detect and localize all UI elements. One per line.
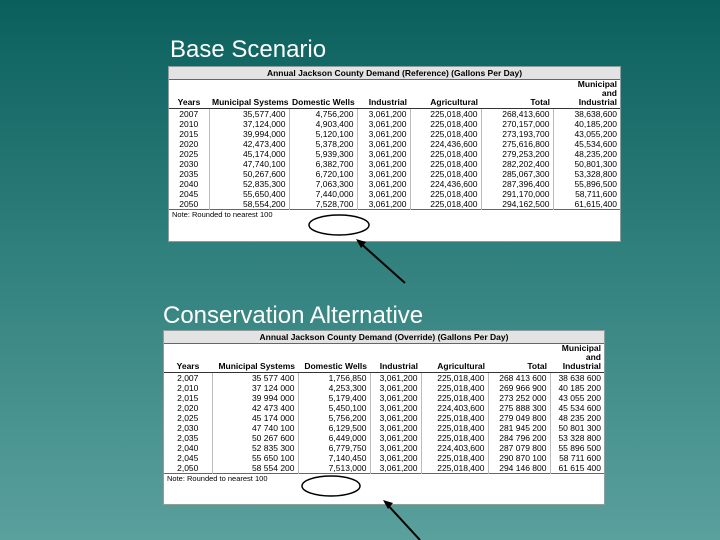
cell-agricultural: 225,018,400 (410, 169, 481, 179)
col-header-domestic: Domestic Wells (289, 98, 357, 109)
table-row (169, 139, 620, 149)
col-header-agricultural: Agricultural (421, 362, 488, 373)
cell-industrial: 3,061,200 (357, 179, 410, 189)
cell-municipal: 55,650,400 (209, 189, 289, 199)
cell-total: 294,162,500 (481, 199, 553, 210)
cell-industrial: 3,061,200 (357, 159, 410, 169)
cell-municipal: 55 650 100 (212, 453, 298, 463)
cell-year: 2,035 (164, 433, 212, 443)
cell-mi: 61 615 400 (558, 463, 601, 473)
cell-total: 269 966 900 (488, 383, 550, 393)
cell-municipal: 39 994 000 (212, 393, 298, 403)
cell-agricultural: 224,436,600 (410, 139, 481, 149)
col-header-total: Total (481, 98, 553, 109)
cell-industrial: 3,061,200 (370, 433, 421, 443)
cell-mi: 55,896,500 (574, 179, 617, 189)
cell-agricultural: 225,018,400 (410, 129, 481, 139)
cell-domestic: 5,378,200 (289, 139, 357, 149)
col-header-years: Years (164, 362, 212, 373)
cell-municipal: 45,174,000 (209, 149, 289, 159)
cell-municipal: 37,124,000 (209, 119, 289, 129)
cell-total: 279,253,200 (481, 149, 553, 159)
pointer-arrow-base (358, 241, 405, 283)
cell-industrial: 3,061,200 (370, 413, 421, 423)
cell-mi: 48,235,200 (574, 149, 617, 159)
cell-domestic: 4,756,200 (289, 109, 357, 120)
cell-municipal: 52 835 300 (212, 443, 298, 453)
table-body (169, 109, 620, 210)
cell-year: 2010 (169, 119, 209, 129)
cell-domestic: 7,513,000 (298, 463, 370, 474)
cell-domestic: 5,939,300 (289, 149, 357, 159)
cell-year: 2050 (169, 199, 209, 210)
table-row (164, 463, 604, 474)
cell-mi: 45 534 600 (558, 403, 601, 413)
base-demand-table (168, 66, 621, 242)
col-header-municipal: Municipal Systems (212, 362, 298, 373)
cell-year: 2,040 (164, 443, 212, 453)
cell-year: 2025 (169, 149, 209, 159)
cell-agricultural: 225,018,400 (410, 149, 481, 159)
col-header-municipal: Municipal Systems (209, 98, 289, 109)
table-row (164, 413, 604, 423)
cell-domestic: 4,253,300 (298, 383, 370, 393)
cell-domestic: 5,120,100 (289, 129, 357, 139)
table-row (169, 189, 620, 199)
cell-municipal: 58 554 200 (212, 463, 298, 474)
col-header-industrial: Industrial (357, 98, 410, 109)
base-scenario-title: Base Scenario (170, 36, 327, 63)
table-row (164, 423, 604, 433)
table-row (169, 159, 620, 169)
cell-year: 2015 (169, 129, 209, 139)
cell-year: 2007 (169, 109, 209, 120)
cell-agricultural: 224,436,600 (410, 179, 481, 189)
table-row (169, 179, 620, 189)
cell-domestic: 6,779,750 (298, 443, 370, 453)
cell-agricultural: 225,018,400 (421, 453, 488, 463)
cell-year: 2,050 (164, 463, 212, 474)
cell-year: 2,010 (164, 383, 212, 393)
cell-domestic: 6,449,000 (298, 433, 370, 443)
alt-table (164, 331, 604, 484)
cell-industrial: 3,061,200 (370, 443, 421, 453)
cell-total: 290 870 100 (488, 453, 550, 463)
cell-total: 294 146 800 (488, 463, 550, 474)
cell-municipal: 42 473 400 (212, 403, 298, 413)
table-row (164, 433, 604, 443)
cell-municipal: 35 577 400 (212, 373, 298, 384)
table-body (164, 373, 604, 474)
cell-mi: 55 896 500 (558, 443, 601, 453)
cell-domestic: 7,528,700 (289, 199, 357, 210)
cell-year: 2,025 (164, 413, 212, 423)
cell-industrial: 3,061,200 (357, 149, 410, 159)
cell-domestic: 6,382,700 (289, 159, 357, 169)
col-header-mi-line3: Industrial (550, 362, 604, 373)
table-row (169, 169, 620, 179)
cell-agricultural: 225,018,400 (410, 119, 481, 129)
cell-year: 2,045 (164, 453, 212, 463)
table-row (164, 443, 604, 453)
cell-industrial: 3,061,200 (370, 403, 421, 413)
cell-total: 284 796 200 (488, 433, 550, 443)
cell-agricultural: 225,018,400 (421, 463, 488, 474)
cell-municipal: 39,994,000 (209, 129, 289, 139)
cell-agricultural: 225,018,400 (410, 189, 481, 199)
cell-mi: 48 235 200 (558, 413, 601, 423)
cell-industrial: 3,061,200 (357, 189, 410, 199)
cell-domestic: 7,140,450 (298, 453, 370, 463)
cell-total: 291,170,000 (481, 189, 553, 199)
table-caption: Annual Jackson County Demand (Reference) (Gallons Per Day) (169, 67, 620, 80)
cell-industrial: 3,061,200 (370, 383, 421, 393)
cell-year: 2040 (169, 179, 209, 189)
cell-agricultural: 225,018,400 (410, 159, 481, 169)
table-row (164, 373, 604, 384)
col-header-domestic: Domestic Wells (298, 362, 370, 373)
col-header-years: Years (169, 98, 209, 109)
col-header-mi-line1: Municipal (577, 79, 617, 89)
cell-mi: 50 801 300 (558, 423, 601, 433)
cell-mi: 40 185 200 (558, 383, 601, 393)
cell-total: 279 049 800 (488, 413, 550, 423)
table-note: Note: Rounded to nearest 100 (169, 210, 620, 221)
cell-domestic: 6,720,100 (289, 169, 357, 179)
cell-mi: 58 711 600 (559, 453, 601, 463)
cell-industrial: 3,061,200 (357, 109, 410, 120)
cell-agricultural: 225,018,400 (410, 109, 481, 120)
cell-industrial: 3,061,200 (357, 169, 410, 179)
cell-year: 2,007 (164, 373, 212, 384)
table-note: Note: Rounded to nearest 100 (164, 474, 604, 485)
cell-industrial: 3,061,200 (370, 393, 421, 403)
base-table (169, 67, 620, 220)
cell-mi: 53 328 800 (558, 433, 601, 443)
cell-total: 282,202,400 (481, 159, 553, 169)
cell-agricultural: 225,018,400 (421, 373, 488, 384)
cell-domestic: 7,063,300 (289, 179, 357, 189)
cell-total: 273 252 000 (488, 393, 550, 403)
cell-agricultural: 224,403,600 (421, 443, 488, 453)
cell-industrial: 3,061,200 (370, 463, 421, 474)
cell-municipal: 42,473,400 (209, 139, 289, 149)
table-row (164, 383, 604, 393)
alt-demand-table (163, 330, 605, 505)
col-header-mi-line1: Municipal (561, 343, 601, 353)
cell-total: 273,193,700 (481, 129, 553, 139)
cell-mi: 61,615,400 (574, 199, 617, 209)
table-row (164, 453, 604, 463)
col-header-total: Total (488, 362, 550, 373)
cell-year: 2035 (169, 169, 209, 179)
cell-total: 275,616,800 (481, 139, 553, 149)
table-row (164, 403, 604, 413)
pointer-arrow-alt (385, 502, 420, 540)
cell-year: 2045 (169, 189, 209, 199)
cell-agricultural: 225,018,400 (421, 383, 488, 393)
cell-agricultural: 225,018,400 (421, 413, 488, 423)
cell-total: 275 888 300 (488, 403, 550, 413)
cell-industrial: 3,061,200 (357, 139, 410, 149)
cell-mi: 38 638 600 (558, 373, 601, 383)
cell-agricultural: 225,018,400 (421, 433, 488, 443)
cell-year: 2030 (169, 159, 209, 169)
cell-domestic: 5,450,100 (298, 403, 370, 413)
cell-industrial: 3,061,200 (370, 423, 421, 433)
table-caption: Annual Jackson County Demand (Override) (Gallons Per Day) (164, 331, 604, 344)
cell-municipal: 58,554,200 (209, 199, 289, 210)
cell-agricultural: 224,403,600 (421, 403, 488, 413)
cell-year: 2,030 (164, 423, 212, 433)
table-row (169, 119, 620, 129)
cell-industrial: 3,061,200 (357, 129, 410, 139)
table-row (169, 149, 620, 159)
cell-industrial: 3,061,200 (357, 199, 410, 210)
cell-municipal: 52,835,300 (209, 179, 289, 189)
cell-mi: 45,534,600 (574, 139, 617, 149)
cell-total: 281 945 200 (488, 423, 550, 433)
cell-mi: 58,711,600 (575, 189, 617, 199)
cell-industrial: 3,061,200 (370, 373, 421, 384)
cell-domestic: 7,440,000 (289, 189, 357, 199)
cell-municipal: 50 267 600 (212, 433, 298, 443)
cell-municipal: 35,577,400 (209, 109, 289, 120)
cell-agricultural: 225,018,400 (410, 199, 481, 210)
cell-year: 2,015 (164, 393, 212, 403)
cell-domestic: 6,129,500 (298, 423, 370, 433)
cell-total: 285,067,300 (481, 169, 553, 179)
cell-total: 270,157,000 (481, 119, 553, 129)
col-header-mi-line2: and (585, 353, 601, 362)
cell-municipal: 47,740,100 (209, 159, 289, 169)
cell-domestic: 1,756,850 (298, 373, 370, 384)
cell-industrial: 3,061,200 (370, 453, 421, 463)
cell-mi: 43 055 200 (558, 393, 601, 403)
cell-municipal: 45 174 000 (212, 413, 298, 423)
table-row (164, 393, 604, 403)
cell-municipal: 47 740 100 (212, 423, 298, 433)
col-header-mi-line3: Industrial (553, 98, 620, 109)
cell-domestic: 4,903,400 (289, 119, 357, 129)
cell-total: 287 079 800 (488, 443, 550, 453)
cell-industrial: 3,061,200 (357, 119, 410, 129)
cell-mi: 38,638,600 (574, 109, 617, 119)
col-header-mi-line2: and (601, 89, 617, 98)
cell-domestic: 5,179,400 (298, 393, 370, 403)
cell-year: 2,020 (164, 403, 212, 413)
conservation-alternative-title: Conservation Alternative (163, 302, 424, 329)
cell-domestic: 5,756,200 (298, 413, 370, 423)
cell-agricultural: 225,018,400 (421, 393, 488, 403)
cell-year: 2020 (169, 139, 209, 149)
cell-mi: 40,185,200 (574, 119, 617, 129)
cell-mi: 53,328,800 (574, 169, 617, 179)
cell-municipal: 37 124 000 (212, 383, 298, 393)
col-header-agricultural: Agricultural (410, 98, 481, 109)
cell-agricultural: 225,018,400 (421, 423, 488, 433)
col-header-industrial: Industrial (370, 362, 421, 373)
table-row (169, 129, 620, 139)
cell-total: 268,413,600 (481, 109, 553, 120)
table-row (169, 199, 620, 210)
cell-municipal: 50,267,600 (209, 169, 289, 179)
cell-mi: 43,055,200 (574, 129, 617, 139)
cell-total: 287,396,400 (481, 179, 553, 189)
table-row (169, 109, 620, 120)
cell-mi: 50,801,300 (574, 159, 617, 169)
cell-total: 268 413 600 (488, 373, 550, 384)
